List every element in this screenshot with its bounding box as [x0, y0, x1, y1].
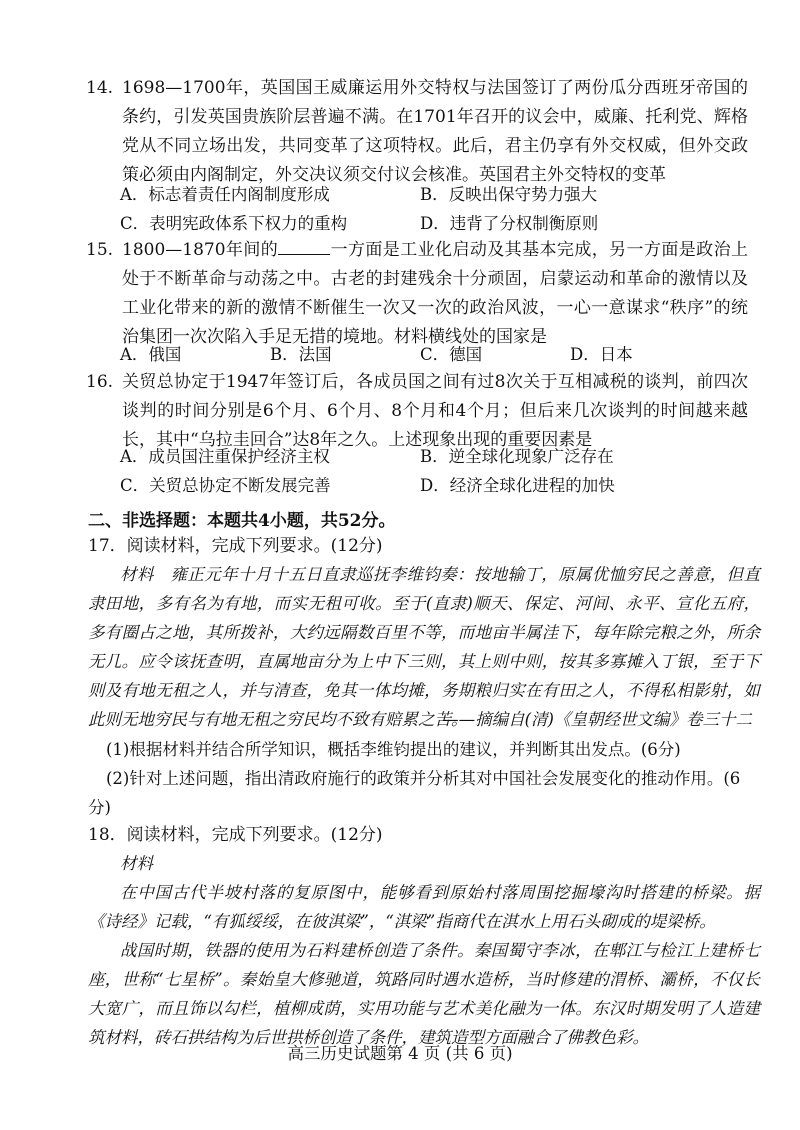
question-16-options [120, 442, 760, 500]
option-a: A．成员国注重保护经济主权 [120, 447, 330, 466]
option-d: D．日本 [570, 345, 633, 364]
option-a: A．俄国 [120, 345, 182, 364]
question-18-paragraph-1: 在中国古代半坡村落的复原图中，能够看到原始村落周围挖掘壕沟时搭建的桥梁。据《诗经》记载，“有狐绥绥，在彼淇梁”，“淇梁”指商代在淇水上用石头砌成的堤梁桥。 [88, 883, 760, 931]
stem-part-2: 一方面是工业化启动及其基本完成，另一方面是政治上处于不断革命与动荡之中。古老的封建残余十分顽固，启蒙运动和革命的激情以及工业化带来的新的激情不断催生一次又一次的政治风波，一心一意谋求“秩序”的统治集团一次次陷入手足无措的境地。材料横线处的国家是 [122, 240, 749, 347]
option-d: D．经济全球化进程的加快 [420, 476, 615, 495]
stem-part-1: 1800—1870年间的 [122, 240, 279, 260]
option-c: C．关贸总协定不断发展完善 [120, 476, 331, 495]
answer-blank [278, 237, 330, 255]
question-stem: 1698—1700年，英国国王威廉运用外交特权与法国签订了两份瓜分西班牙帝国的条约，引发英国贵族阶层普遍不满。在1701年召开的议会中，威廉、托利党、辉格党从不同立场出发，共同变革了这项特权。此后，君主仍享有外交权威，但外交政策必须由内阁制定，外交决议须交付议会核准。英国君主外交特权的变革 [122, 78, 748, 185]
option-d: D．违背了分权制衡原则 [420, 214, 599, 233]
option-b: B．反映出保守势力强大 [420, 185, 598, 204]
question-15-options [120, 340, 760, 369]
question-17-sub-2: (2)针对上述问题，指出清政府施行的政策并分析其对中国社会发展变化的推动作用。(6分) [88, 769, 741, 817]
question-14 [88, 74, 748, 190]
question-18-paragraph-2: 战国时期，铁器的使用为石料建桥创造了条件。秦国蜀守李冰，在郫江与检江上建桥七座，世称“七星桥”。秦始皇大修驰道，筑路同时遇水造桥，当时修建的渭桥、灞桥，不仅长大宽广，而且饰以勾栏，植柳成荫，实用功能与艺术美化融为一体。东汉时期发明了人造建筑材料，砖石拱结构为后世拱桥创造了条件，建筑造型方面融合了佛教色彩。 [88, 941, 760, 1047]
material-source: ——摘编自(清)《皇朝经世文编》卷三十二 [442, 710, 752, 729]
question-15 [88, 236, 748, 352]
question-17-title: 17．阅读材料，完成下列要求。(12分) [88, 536, 383, 556]
question-18-title: 18．阅读材料，完成下列要求。(12分) [88, 825, 383, 845]
option-b: B．法国 [270, 345, 332, 364]
question-14-options [120, 180, 760, 238]
material-label: 材料 [120, 854, 153, 873]
question-number: 16. [86, 372, 114, 392]
question-stem: 关贸总协定于1947年签订后，各成员国之间有过8次关于互相减税的谈判，前四次谈判的时间分别是6个月、6个月、8个月和4个月；但后来几次谈判的时间越来越长，其中“乌拉圭回合”达8年之久。上述现象出现的重要因素是 [122, 372, 748, 450]
question-number: 14. [86, 78, 114, 98]
option-a: A．标志着责任内阁制度形成 [120, 185, 330, 204]
question-17-material: 材料 雍正元年十月十五日直隶巡抚李维钧奏：按地输丁，原属优恤穷民之善意，但直隶田地，多有名为有地，而实无租可收。至于(直隶)顺天、保定、河间、永平、宣化五府，多有圈占之地，其所拨补，大约远隔数百里不等，而地亩半属洼下，每年除完粮之外，所余无几。应令该抚查明，直属地亩分为上中下三则，其上则中则，按其多寡摊入丁银，至于下则及有地无租之人，并与清查，免其一体均摊，务期粮归实在有田之人，不得私相影射，如此则无地穷民与有地无租之穷民均不致有赔累之苦。 [88, 565, 760, 729]
option-c: C．表明宪政体系下权力的重构 [120, 214, 348, 233]
section-heading: 二、非选择题：本题共4小题，共52分。 [88, 511, 396, 531]
question-17-sub-1: (1)根据材料并结合所学知识，概括李维钧提出的建议，并判断其出发点。(6分) [106, 740, 681, 759]
option-b: B．逆全球化现象广泛存在 [420, 447, 614, 466]
page-footer: 高三历史试题第 4 页 (共 6 页) [287, 1044, 513, 1063]
option-c: C．德国 [420, 345, 483, 364]
question-stem [122, 236, 748, 352]
question-number: 15. [86, 240, 114, 260]
